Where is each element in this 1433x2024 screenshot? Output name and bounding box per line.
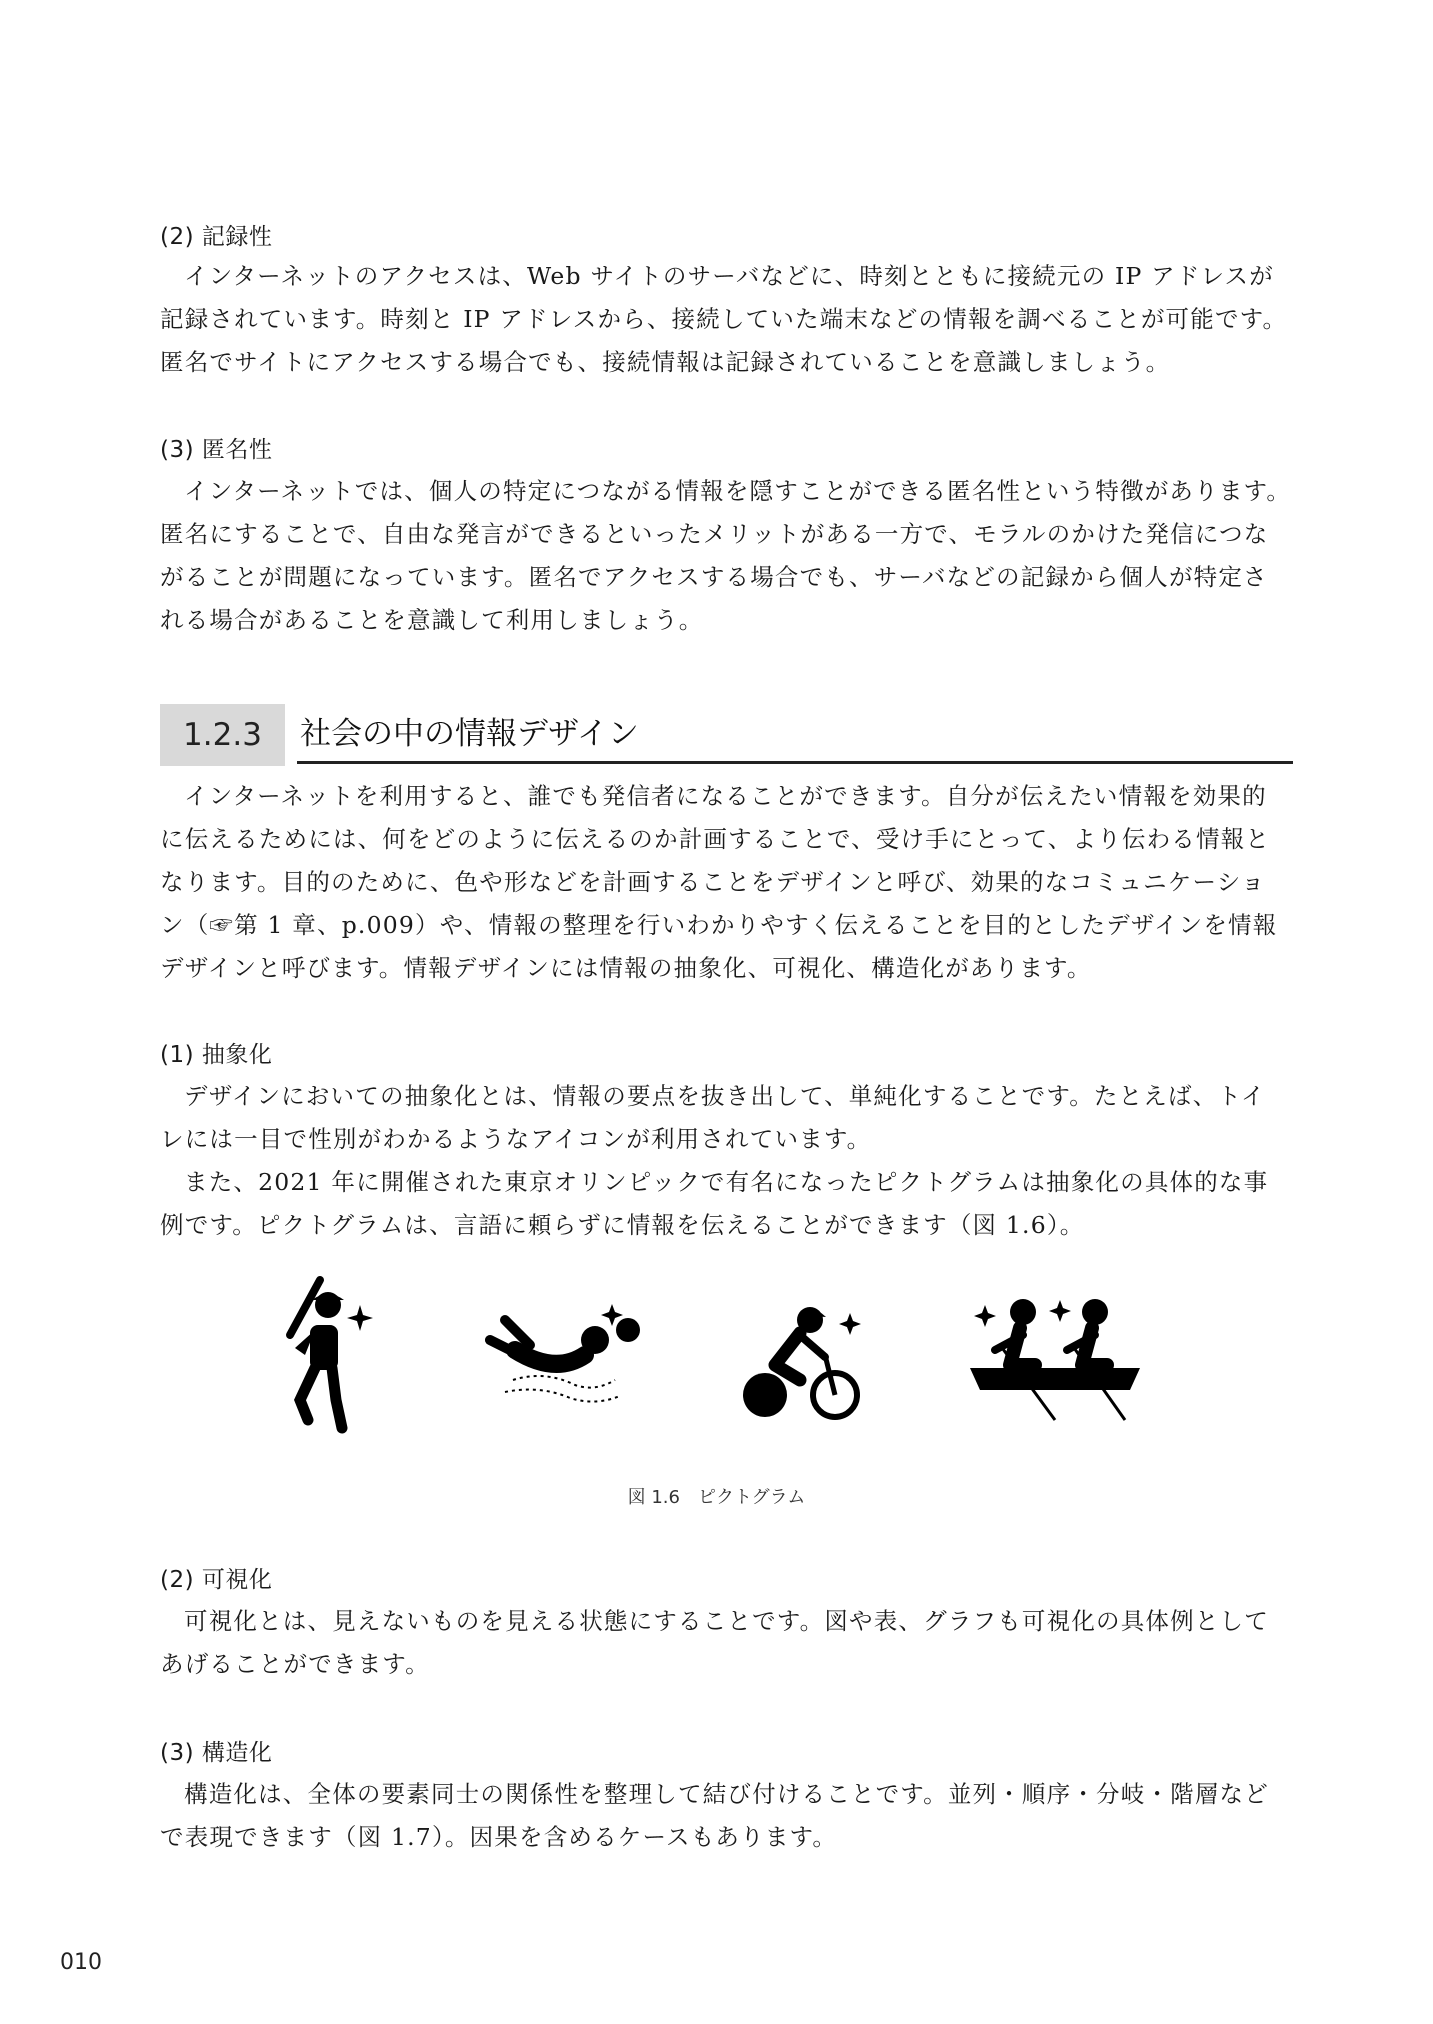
paragraph-visualization xyxy=(160,1600,1290,1686)
paragraph-record xyxy=(160,255,1290,384)
text-line: で表現できます（図 1.7）。因果を含めるケースもあります。 xyxy=(160,1823,838,1851)
text-line: デザインと呼びます。情報デザインには情報の抽象化、可視化、構造化があります。 xyxy=(160,954,1092,982)
text-line: に伝えるためには、何をどのように伝えるのか計画することで、受け手にとって、より伝わる情報と xyxy=(160,825,1271,853)
paragraph-structuring xyxy=(160,1773,1290,1859)
heading-record: (2) 記録性 xyxy=(160,224,273,250)
section-rule xyxy=(297,761,1293,764)
baseball-pictogram-icon xyxy=(270,1270,380,1440)
text-line: ン（☞第 1 章、p.009）や、情報の整理を行いわかりやすく伝えることを目的としたデザインを情報 xyxy=(160,911,1278,939)
page-number: 010 xyxy=(60,1950,102,1975)
text-line: インターネットでは、個人の特定につながる情報を隠すことができる匿名性という特徴があります。 xyxy=(184,477,1292,505)
text-line: なります。目的のために、色や形などを計画することをデザインと呼び、効果的なコミュニケーショ xyxy=(160,868,1266,896)
paragraph-abstraction xyxy=(160,1075,1290,1247)
heading-anonymity: (3) 匿名性 xyxy=(160,437,273,463)
text-line: あげることができます。 xyxy=(160,1650,430,1678)
text-line: 例です。ピクトグラムは、言語に頼らずに情報を伝えることができます（図 1.6）。 xyxy=(160,1211,1085,1239)
text-line: 匿名にすることで、自由な発言ができるといったメリットがある一方で、モラルのかけた発信につな xyxy=(160,520,1269,548)
section-title: 社会の中の情報デザイン xyxy=(300,716,639,752)
figure-caption: 図 1.6 ピクトグラム xyxy=(627,1487,806,1508)
cycling-pictogram-icon xyxy=(740,1295,870,1425)
rowing-pictogram-icon xyxy=(965,1290,1145,1430)
figure-pictograms xyxy=(0,1270,1433,1470)
text-line: インターネットを利用すると、誰でも発信者になることができます。自分が伝えたい情報を効果的 xyxy=(184,782,1267,810)
text-line: デザインにおいての抽象化とは、情報の要点を抜き出して、単純化することです。たとえば、トイ xyxy=(184,1082,1266,1110)
text-line: 構造化は、全体の要素同士の関係性を整理して結び付けることです。並列・順序・分岐・階層など xyxy=(184,1780,1269,1808)
paragraph-anonymity xyxy=(160,470,1290,642)
paragraph-intro xyxy=(160,775,1290,990)
text-line: 可視化とは、見えないものを見える状態にすることです。図や表、グラフも可視化の具体例として xyxy=(184,1607,1269,1635)
text-line: れる場合があることを意識して利用しましょう。 xyxy=(160,606,704,634)
text-line: 記録されています。時刻と IP アドレスから、接続していた端末などの情報を調べることが可能です。 xyxy=(160,305,1288,333)
text-line: 匿名でサイトにアクセスする場合でも、接続情報は記録されていることを意識しましょう。 xyxy=(160,348,1171,376)
heading-abstraction: (1) 抽象化 xyxy=(160,1042,273,1068)
beach-volleyball-pictogram-icon xyxy=(485,1300,645,1420)
text-line: がることが問題になっています。匿名でアクセスする場合でも、サーバなどの記録から個人が特定さ xyxy=(160,563,1268,591)
heading-visualization: (2) 可視化 xyxy=(160,1567,273,1593)
section-number: 1.2.3 xyxy=(160,704,285,766)
text-line: レには一目で性別がわかるようなアイコンが利用されています。 xyxy=(160,1125,872,1153)
text-line: また、2021 年に開催された東京オリンピックで有名になったピクトグラムは抽象化の具体的な事 xyxy=(184,1168,1269,1196)
text-line: インターネットのアクセスは、Web サイトのサーバなどに、時刻とともに接続元の IP アドレスが xyxy=(184,262,1274,290)
heading-structuring: (3) 構造化 xyxy=(160,1740,273,1766)
